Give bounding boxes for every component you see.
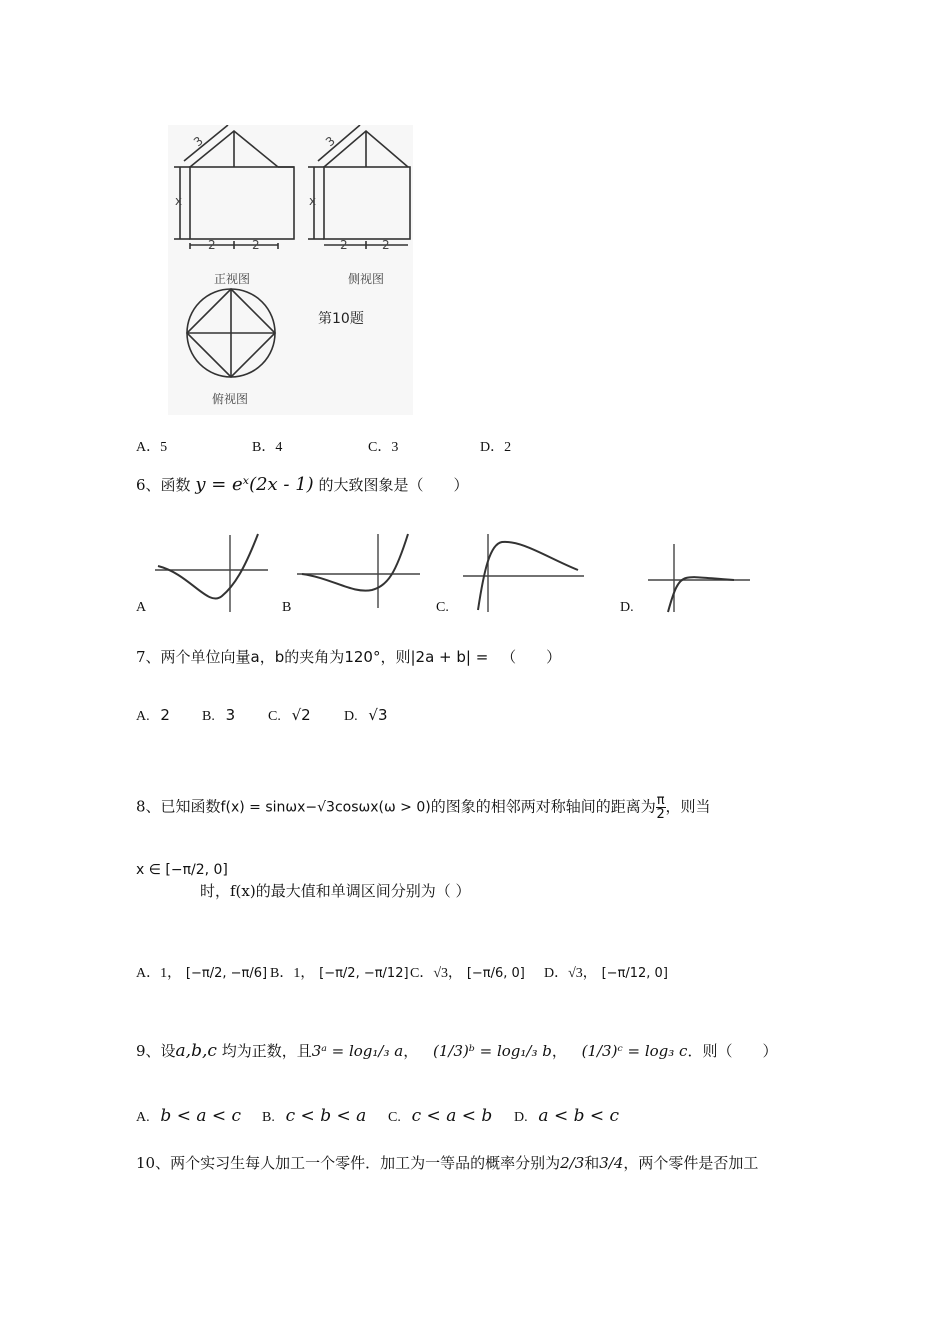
q9-prefix: 9、设 xyxy=(136,1042,176,1060)
q9-option-d: D. a < b < c xyxy=(514,1106,620,1126)
q6-graph-b xyxy=(292,532,422,610)
q6-graph-c xyxy=(458,530,588,614)
q7-angle: 120° xyxy=(344,648,381,666)
q7-mid: 的夹角为 xyxy=(284,648,345,666)
q9-option-c: C. c < a < b xyxy=(388,1106,493,1126)
q10-p2: 3/4 xyxy=(599,1154,624,1172)
q7-stem xyxy=(136,646,561,667)
q7-prefix: 7、两个单位向量 xyxy=(136,648,251,666)
q7-expr: |2a + b| = xyxy=(410,648,489,666)
q6-suffix: 的大致图象是（ ） xyxy=(318,476,469,494)
q6-label-a: A xyxy=(136,600,147,615)
top-view-label: 俯视图 xyxy=(212,392,249,406)
q5-option-d: D．2 xyxy=(480,440,512,455)
q10-stem xyxy=(136,1152,758,1173)
q6-label-c: C. xyxy=(436,600,449,615)
front-label-3: 3 xyxy=(190,133,206,150)
q8-option-d: D．√3， [−π/12, 0] xyxy=(544,966,668,981)
q8-option-c: C．√3， [−π/6, 0] xyxy=(410,966,525,981)
q6-formula: y = eˣ(2x - 1) xyxy=(195,474,314,495)
q9-then: ．则（ ） xyxy=(687,1042,778,1060)
q9-vars: a,b,c xyxy=(175,1041,217,1061)
side-view-label: 侧视图 xyxy=(348,272,385,286)
q8-option-b: B．1， [−π/2, −π/12] xyxy=(270,966,409,981)
side-label-x: x xyxy=(309,194,317,208)
q10-text2: ，两个零件是否加工 xyxy=(623,1154,759,1172)
q6-number: 6、函数 xyxy=(136,476,191,494)
front-label-2b: 2 xyxy=(252,238,260,252)
q6-label-d: D. xyxy=(620,600,634,615)
q7-option-c: C. √2 xyxy=(268,706,311,724)
q5-option-a: A．5 xyxy=(136,440,168,455)
q8-dist-fraction: $\frac{\pi}{2}$ xyxy=(656,793,665,822)
q9-stem: 9、设a,b,c 均为正数，且3ᵃ = log₁/₃ a， (1/3)ᵇ = log₁/₃ b， (1/3)ᶜ = log₃ c．则（ ） xyxy=(136,1041,778,1061)
q5-option-c: C．3 xyxy=(368,440,399,455)
q6-label-b: B xyxy=(282,600,292,615)
q9-mid: 均为正数，且 xyxy=(221,1042,312,1060)
front-view-label: 正视图 xyxy=(214,272,251,286)
q8-option-a: A．1， [−π/2, −π/6] xyxy=(136,966,268,981)
q7-option-d: D. √3 xyxy=(344,706,388,724)
q9-eq3: (1/3)ᶜ = log₃ c xyxy=(581,1042,688,1060)
q8-then: ，则当 xyxy=(665,797,711,816)
q10-and: 和 xyxy=(584,1154,600,1172)
q7-vec-b: b xyxy=(274,648,285,666)
q10-text1: 10、两个实习生每人加工一个零件．加工为一等品的概率分别为 xyxy=(136,1154,561,1172)
q8-prefix: 8、已知函数 xyxy=(136,797,221,816)
q6-graph-a xyxy=(150,530,270,614)
q6-graph-d xyxy=(644,540,754,614)
side-label-2b: 2 xyxy=(382,238,390,252)
q9-option-a: A. b < a < c xyxy=(136,1106,242,1126)
q9-eq2: (1/3)ᵇ = log₁/₃ b xyxy=(433,1042,552,1060)
front-label-x: x xyxy=(175,194,183,208)
q7-option-a: A. 2 xyxy=(136,706,170,724)
q8-func: f(x) = sinωx−√3cosωx(ω > 0) xyxy=(220,799,431,816)
three-view-figure xyxy=(168,125,413,415)
q7-blank: （ ） xyxy=(501,648,562,666)
q10-p1: 2/3 xyxy=(560,1154,585,1172)
side-label-3: 3 xyxy=(322,133,338,150)
top-view xyxy=(187,289,275,377)
q7-vec-a: a xyxy=(250,648,260,666)
q8-stem xyxy=(136,794,711,821)
q9-eq1: 3ᵃ = log₁/₃ a xyxy=(311,1042,404,1060)
q8-interval: x ∈ [−π/2, 0] xyxy=(136,862,228,878)
side-label-2a: 2 xyxy=(340,238,348,252)
figure-caption: 第10题 xyxy=(318,311,364,327)
q9-option-b: B. c < b < a xyxy=(262,1106,367,1126)
q7-sep: ， xyxy=(259,648,275,666)
q7-then: ，则 xyxy=(380,648,411,666)
q5-option-b: B．4 xyxy=(252,440,283,455)
q7-option-b: B. 3 xyxy=(202,706,236,724)
q6-stem xyxy=(136,474,469,495)
front-label-2a: 2 xyxy=(208,238,216,252)
q8-line2: 时，f(x)的最大值和单调区间分别为（ ） xyxy=(200,882,471,900)
q8-mid: 的图象的相邻两对称轴间的距离为 xyxy=(430,797,656,816)
